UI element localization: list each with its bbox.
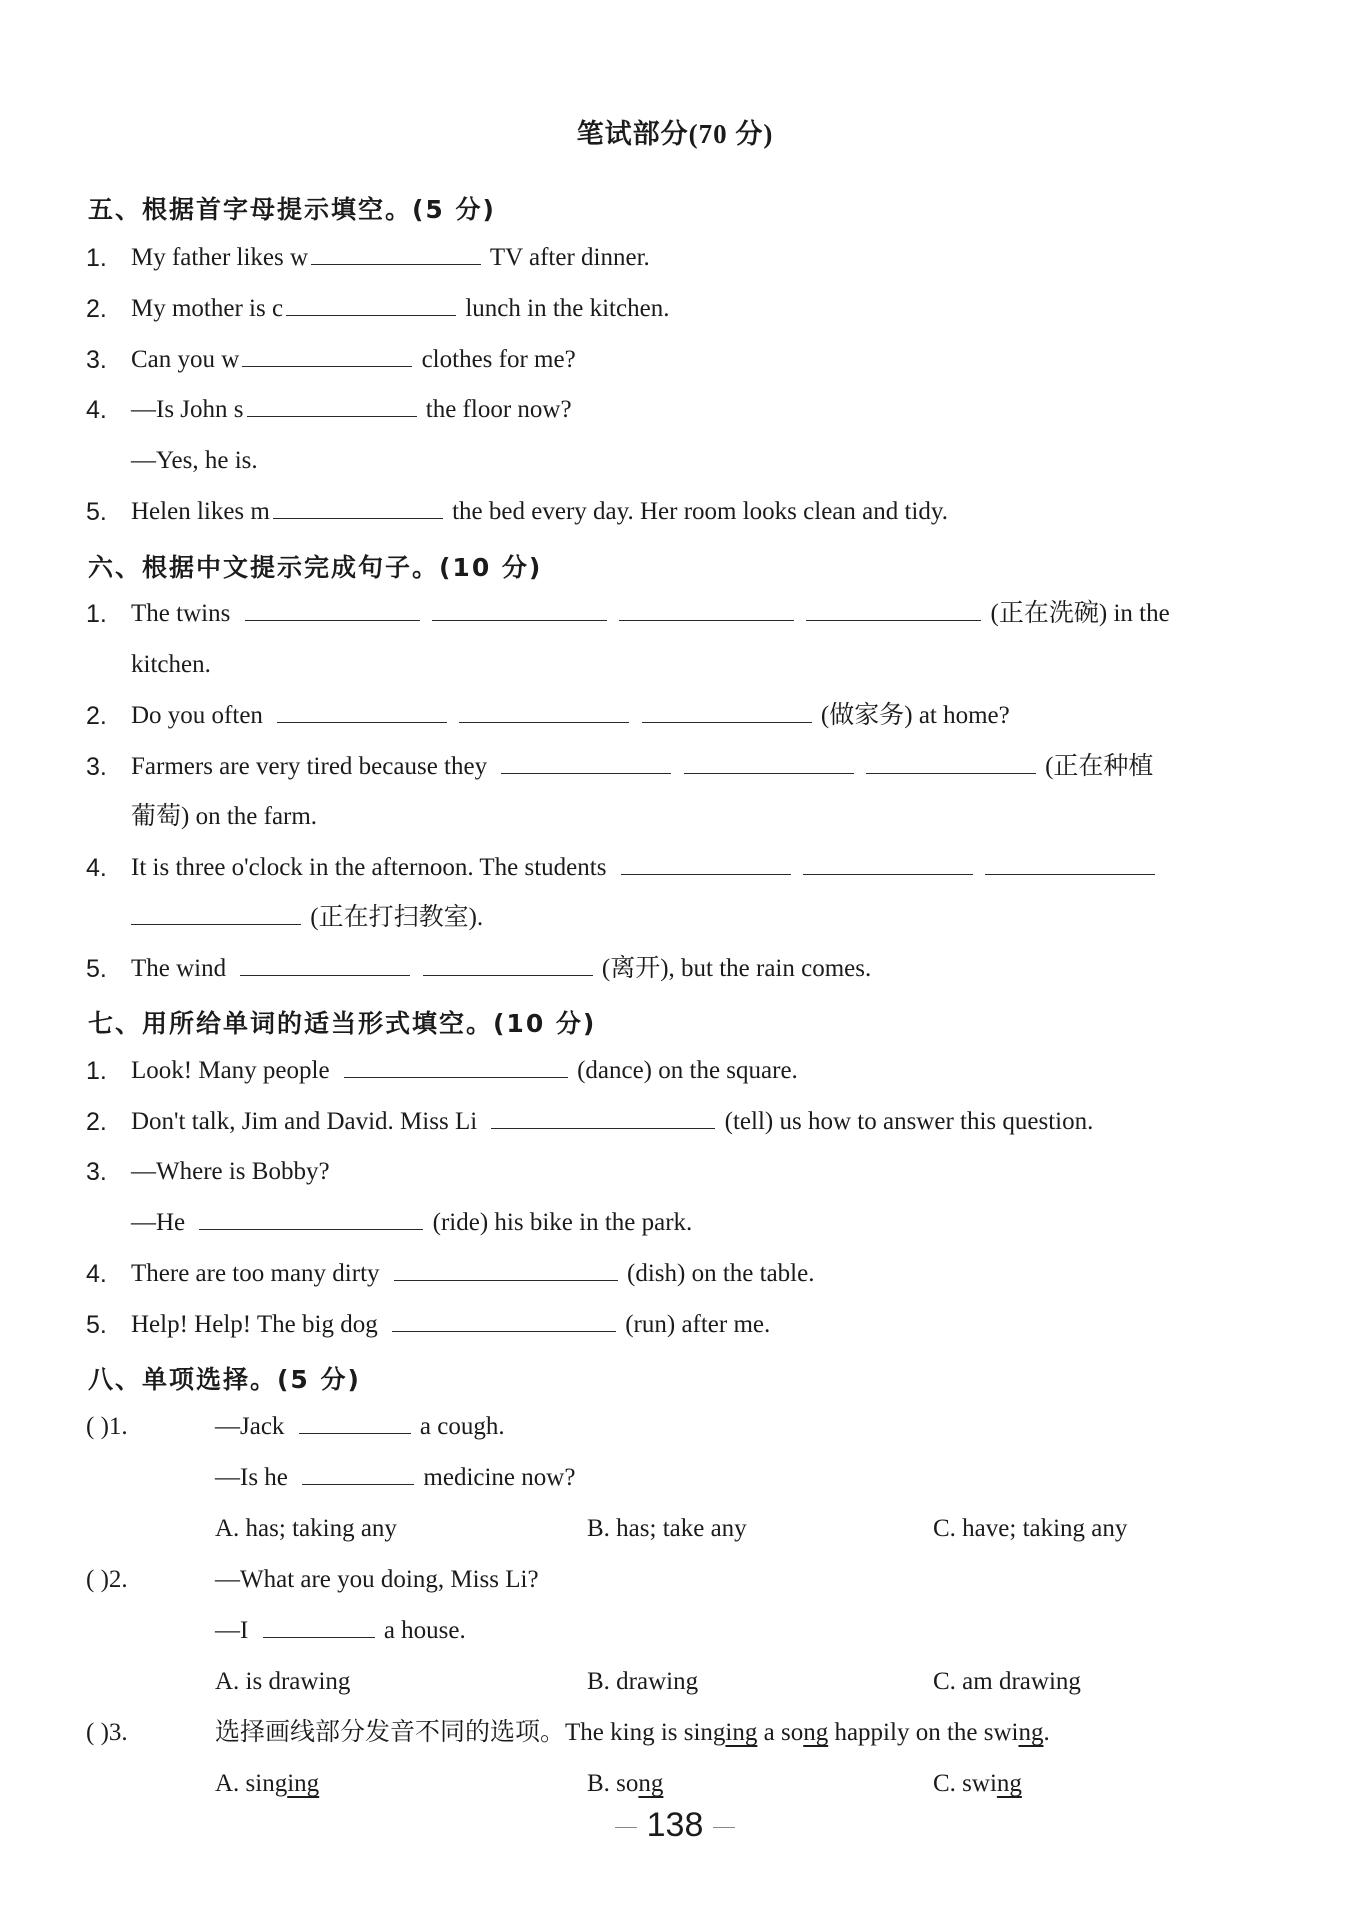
s7-question-2: Don't talk, Jim and David. Miss Li (tell) us how to answer this question. bbox=[131, 1108, 1094, 1135]
answer-blank[interactable] bbox=[245, 598, 420, 621]
option-c[interactable]: C. swing bbox=[933, 1770, 1022, 1797]
option-b[interactable]: B. drawing bbox=[587, 1668, 699, 1695]
answer-blank[interactable] bbox=[242, 344, 412, 367]
question-number: 1. bbox=[86, 1057, 107, 1085]
s7-question-1: Look! Many people (dance) on the square. bbox=[131, 1057, 798, 1084]
s7-question-3-reply: —He (ride) his bike in the park. bbox=[131, 1209, 693, 1236]
question-number: 2. bbox=[86, 702, 107, 730]
question-number: 4. bbox=[86, 854, 107, 882]
section-5-heading: 五、根据首字母提示填空。(5 分) bbox=[88, 195, 496, 224]
s6-question-4: It is three o'clock in the afternoon. The students bbox=[131, 852, 1158, 884]
question-number: 1. bbox=[86, 600, 107, 628]
question-number: 1. bbox=[86, 244, 107, 272]
s6-question-1: The twins (正在洗碗) in the bbox=[131, 600, 1170, 627]
s8-question-1: —Jack a cough. bbox=[215, 1413, 505, 1440]
s6-question-5: The wind (离开), but the rain comes. bbox=[131, 955, 872, 982]
answer-paren[interactable]: ( )2. bbox=[86, 1566, 128, 1593]
answer-blank[interactable] bbox=[432, 598, 607, 621]
s5-question-3: Can you w clothes for me? bbox=[131, 346, 576, 373]
answer-blank[interactable] bbox=[277, 700, 447, 723]
answer-blank[interactable] bbox=[311, 242, 481, 265]
answer-blank[interactable] bbox=[806, 598, 981, 621]
answer-blank[interactable] bbox=[985, 852, 1155, 875]
answer-blank[interactable] bbox=[273, 496, 443, 519]
option-b[interactable]: B. song bbox=[587, 1770, 664, 1797]
s7-question-4: There are too many dirty (dish) on the table. bbox=[131, 1260, 815, 1287]
answer-blank[interactable] bbox=[392, 1309, 616, 1332]
s8-question-3: 选择画线部分发音不同的选项。The king is singing a song happily on the swing. bbox=[215, 1719, 1050, 1746]
s6-question-3: Farmers are very tired because they (正在种植 bbox=[131, 753, 1154, 780]
option-a[interactable]: A. singing bbox=[215, 1770, 320, 1797]
question-number: 5. bbox=[86, 955, 107, 983]
s7-question-5: Help! Help! The big dog (run) after me. bbox=[131, 1311, 771, 1338]
answer-blank[interactable] bbox=[344, 1055, 568, 1078]
question-number: 4. bbox=[86, 396, 107, 424]
s5-question-5: Helen likes m the bed every day. Her room looks clean and tidy. bbox=[131, 498, 949, 525]
s7-question-3: —Where is Bobby? bbox=[131, 1158, 330, 1185]
answer-blank[interactable] bbox=[619, 598, 794, 621]
answer-paren[interactable]: ( )3. bbox=[86, 1719, 128, 1746]
question-number: 2. bbox=[86, 295, 107, 323]
s5-question-2: My mother is c lunch in the kitchen. bbox=[131, 295, 670, 322]
answer-blank[interactable] bbox=[394, 1258, 618, 1281]
s5-question-4: —Is John s the floor now? bbox=[131, 396, 572, 423]
option-a[interactable]: A. is drawing bbox=[215, 1668, 351, 1695]
question-number: 3. bbox=[86, 346, 107, 374]
s8-question-2: —What are you doing, Miss Li? bbox=[215, 1566, 539, 1593]
s6-question-3-cont: 葡萄) on the farm. bbox=[131, 803, 318, 830]
question-number: 3. bbox=[86, 753, 107, 781]
s5-question-1: My father likes w TV after dinner. bbox=[131, 244, 650, 271]
answer-blank[interactable] bbox=[803, 852, 973, 875]
answer-blank[interactable] bbox=[621, 852, 791, 875]
answer-blank[interactable] bbox=[247, 394, 417, 417]
answer-blank[interactable] bbox=[642, 700, 812, 723]
answer-blank[interactable] bbox=[302, 1462, 414, 1485]
question-number: 3. bbox=[86, 1158, 107, 1186]
question-number: 4. bbox=[86, 1260, 107, 1288]
answer-blank[interactable] bbox=[299, 1411, 411, 1434]
s6-question-2: Do you often (做家务) at home? bbox=[131, 702, 1010, 729]
answer-blank[interactable] bbox=[199, 1207, 423, 1230]
answer-blank[interactable] bbox=[684, 751, 854, 774]
s8-question-2-line2: —I a house. bbox=[215, 1617, 466, 1644]
answer-blank[interactable] bbox=[459, 700, 629, 723]
option-b[interactable]: B. has; take any bbox=[587, 1515, 747, 1542]
question-number: 5. bbox=[86, 1311, 107, 1339]
section-8-heading: 八、单项选择。(5 分) bbox=[88, 1365, 361, 1394]
option-c[interactable]: C. am drawing bbox=[933, 1668, 1081, 1695]
s5-question-4-reply: —Yes, he is. bbox=[131, 447, 258, 474]
answer-blank[interactable] bbox=[131, 902, 301, 925]
answer-paren[interactable]: ( )1. bbox=[86, 1413, 128, 1440]
answer-blank[interactable] bbox=[491, 1106, 715, 1129]
option-a[interactable]: A. has; taking any bbox=[215, 1515, 397, 1542]
section-6-heading: 六、根据中文提示完成句子。(10 分) bbox=[88, 553, 543, 582]
s6-question-4-cont: (正在打扫教室). bbox=[131, 902, 483, 934]
answer-blank[interactable] bbox=[263, 1615, 375, 1638]
answer-blank[interactable] bbox=[240, 953, 410, 976]
answer-blank[interactable] bbox=[423, 953, 593, 976]
s8-question-1-line2: —Is he medicine now? bbox=[215, 1464, 576, 1491]
s6-question-1-cont: kitchen. bbox=[131, 651, 211, 678]
answer-blank[interactable] bbox=[866, 751, 1036, 774]
page-title: 笔试部分(70 分) bbox=[576, 119, 774, 149]
question-number: 5. bbox=[86, 498, 107, 526]
option-c[interactable]: C. have; taking any bbox=[933, 1515, 1128, 1542]
dash-decoration bbox=[615, 1827, 637, 1828]
question-number: 2. bbox=[86, 1108, 107, 1136]
section-7-heading: 七、用所给单词的适当形式填空。(10 分) bbox=[88, 1009, 597, 1038]
answer-blank[interactable] bbox=[501, 751, 671, 774]
dash-decoration bbox=[713, 1827, 735, 1828]
page-number: 138 bbox=[0, 1806, 1350, 1845]
answer-blank[interactable] bbox=[286, 293, 456, 316]
